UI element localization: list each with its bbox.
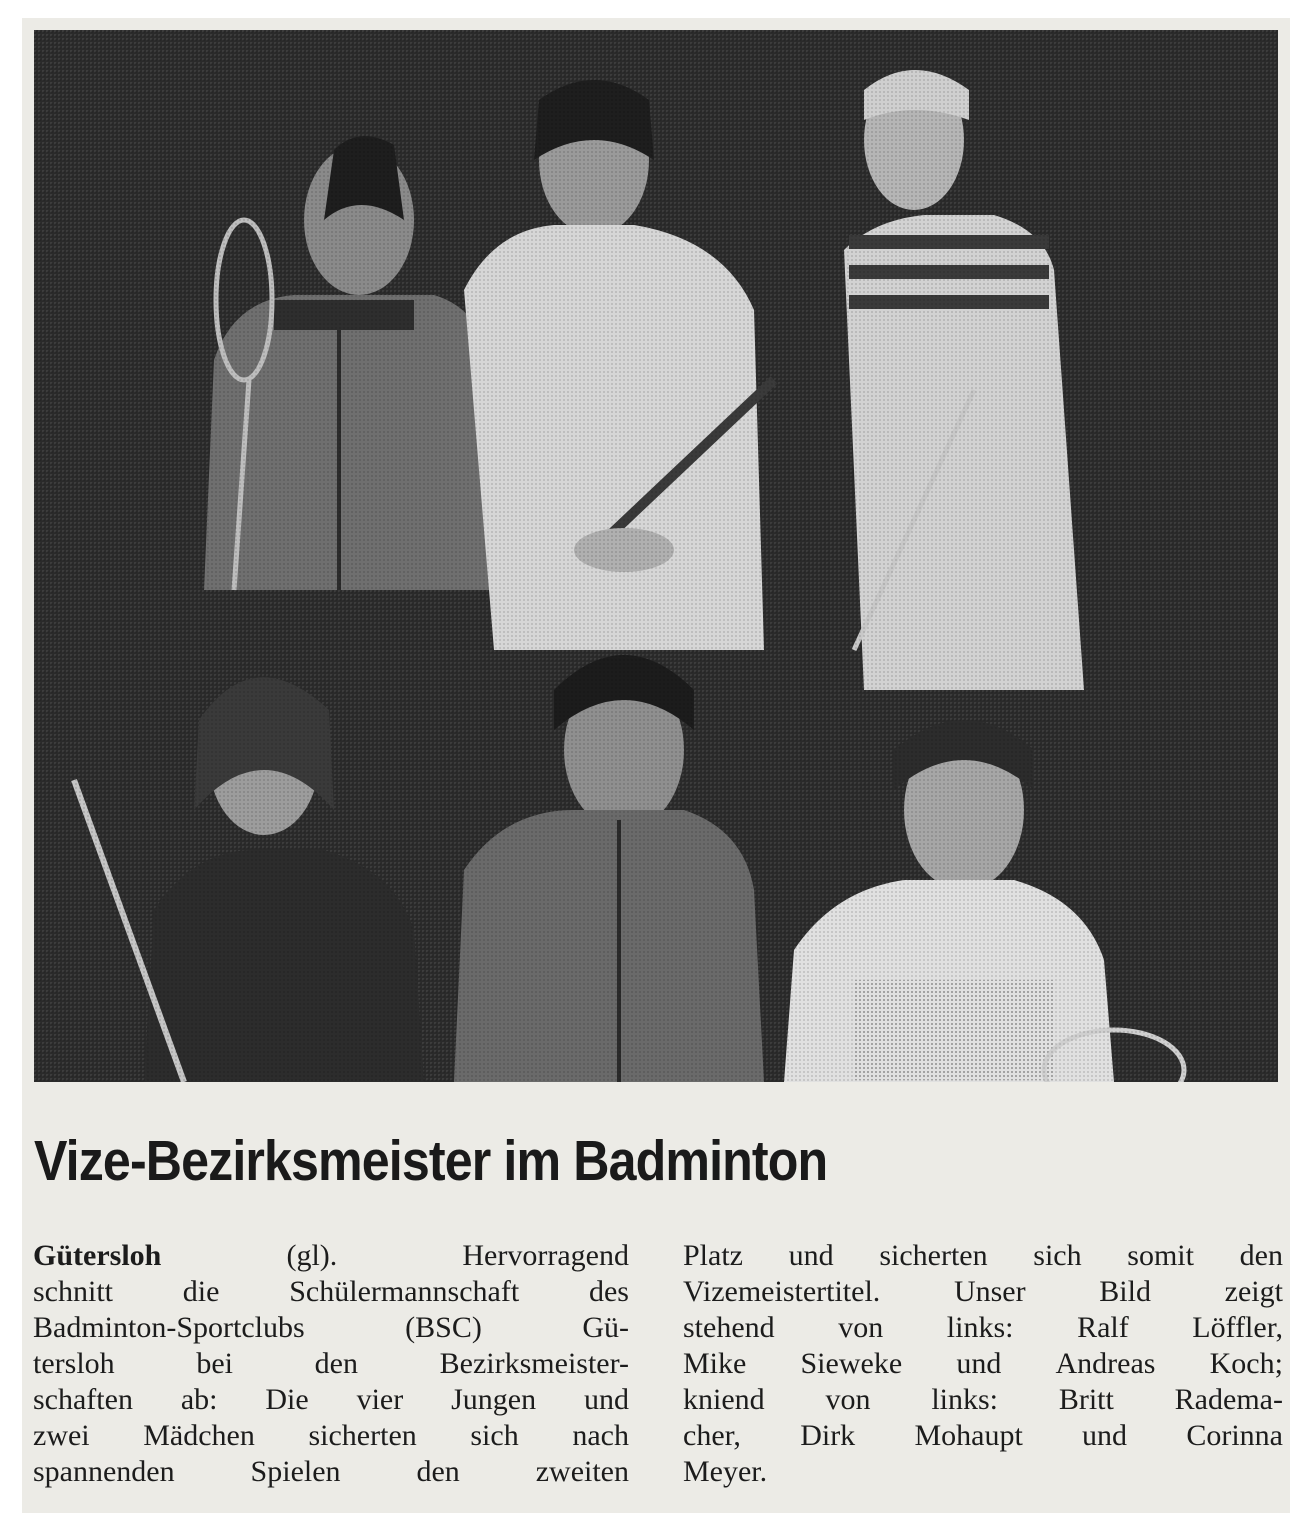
- word: stehend: [683, 1311, 775, 1344]
- word: Badminton-Sportclubs: [33, 1311, 305, 1344]
- word: zwei: [33, 1419, 90, 1452]
- word: cher,: [683, 1419, 741, 1452]
- text-line: [33, 1346, 629, 1382]
- text-line: [33, 1310, 629, 1346]
- dateline-word: Gütersloh: [33, 1239, 162, 1272]
- word: Bild: [1099, 1275, 1151, 1308]
- word: den: [1239, 1239, 1283, 1272]
- word: Dirk: [800, 1419, 856, 1452]
- word: Mohaupt: [914, 1419, 1023, 1452]
- word: Platz: [683, 1239, 743, 1272]
- word: von: [825, 1383, 871, 1416]
- text-line: [33, 1418, 629, 1454]
- text-line: [683, 1382, 1283, 1418]
- word: sich: [470, 1419, 519, 1452]
- word: Gü-: [582, 1311, 629, 1344]
- word: Koch;: [1209, 1347, 1283, 1380]
- word: des: [588, 1275, 629, 1308]
- word: den: [314, 1347, 358, 1380]
- word: sich: [1033, 1239, 1082, 1272]
- word: links:: [931, 1383, 998, 1416]
- text-line: [33, 1274, 629, 1310]
- word: zeigt: [1224, 1275, 1283, 1308]
- word: Ralf: [1077, 1311, 1129, 1344]
- word: Unser: [953, 1275, 1026, 1308]
- text-line: [683, 1274, 1283, 1310]
- word: Corinna: [1186, 1419, 1283, 1452]
- text-line: [33, 1382, 629, 1418]
- word: Schülermannschaft: [289, 1275, 520, 1308]
- word: Mike: [683, 1347, 747, 1380]
- word: ab:: [180, 1383, 218, 1416]
- word: kniend: [683, 1383, 765, 1416]
- text-line: [683, 1346, 1283, 1382]
- word: und: [788, 1239, 834, 1272]
- word: Mädchen: [143, 1419, 255, 1452]
- text-line: [683, 1310, 1283, 1346]
- word: Die: [265, 1383, 309, 1416]
- word: links:: [946, 1311, 1014, 1344]
- word: die: [182, 1275, 220, 1308]
- word: bei: [196, 1347, 233, 1380]
- text-line: [683, 1454, 1283, 1490]
- team-photo-illustration: [34, 30, 1278, 1082]
- word: Britt: [1058, 1383, 1114, 1416]
- word: Spielen: [250, 1455, 341, 1488]
- text-line: [33, 1238, 629, 1274]
- team-photo: [34, 30, 1278, 1082]
- word: und: [1082, 1419, 1128, 1452]
- word: Meyer.: [683, 1455, 768, 1488]
- word: Hervorragend: [462, 1239, 629, 1272]
- word: schnitt: [33, 1275, 113, 1308]
- word: Jungen: [451, 1383, 537, 1416]
- article-headline: Vize-Bezirksmeister im Badminton: [34, 1129, 828, 1193]
- word: nach: [572, 1419, 629, 1452]
- word: vier: [356, 1383, 404, 1416]
- word: sicherten: [879, 1239, 988, 1272]
- word: von: [838, 1311, 884, 1344]
- article-column-right: [683, 1238, 1283, 1490]
- word: sicherten: [308, 1419, 417, 1452]
- article-column-left: [33, 1238, 629, 1490]
- word: Sieweke: [800, 1347, 903, 1380]
- word: Vizemeistertitel.: [683, 1275, 881, 1308]
- word: tersloh: [33, 1347, 115, 1380]
- text-line: [683, 1418, 1283, 1454]
- word: und: [956, 1347, 1002, 1380]
- word: Andreas: [1055, 1347, 1156, 1380]
- word: schaften: [33, 1383, 133, 1416]
- word: zweiten: [535, 1455, 629, 1488]
- word: (gl).: [286, 1239, 338, 1272]
- word: Bezirksmeister-: [439, 1347, 629, 1380]
- word: Radema-: [1174, 1383, 1283, 1416]
- word: Löffler,: [1192, 1311, 1283, 1344]
- word: und: [583, 1383, 629, 1416]
- text-line: [33, 1454, 629, 1490]
- word: (BSC): [405, 1311, 482, 1344]
- text-line: [683, 1238, 1283, 1274]
- word: spannenden: [33, 1455, 175, 1488]
- word: somit: [1127, 1239, 1194, 1272]
- word: den: [416, 1455, 460, 1488]
